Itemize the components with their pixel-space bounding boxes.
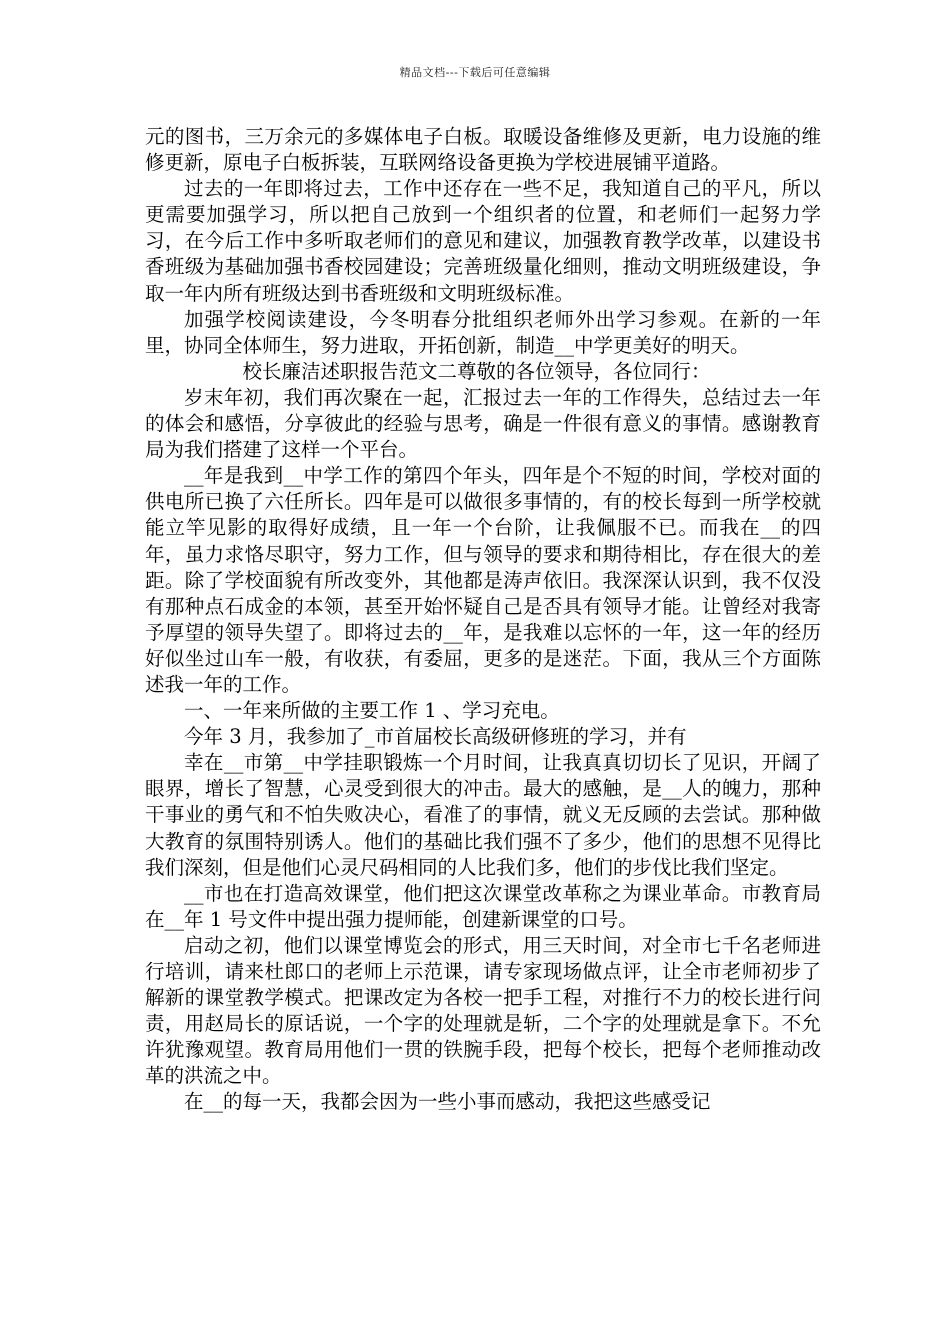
page-header: 精品文档---下载后可任意编辑 [399, 66, 551, 79]
paragraph: __年是我到__中学工作的第四个年头，四年是个不短的时间，学校对面的供电所已换了六任所长。四年是可以做很多事情的，有的校长每到一所学校就能立竿见影的取得好成绩，且一年一个台阶，让我佩服不已。而我在__的四年，虽力求恪尽职守，努力工作，但与领导的要求和期待相比，存在很大的差距。除了学校面貌有所改变外，其他都是涛声依旧。我深深认识到，我不仅没有那种点石成金的本领，甚至开始怀疑自己是否具有领导才能。让曾经对我寄予厚望的领导失望了。即将过去的__年，是我难以忘怀的一年，这一年的经历好似坐过山车一般，有收获，有委屈，更多的是迷茫。下面，我从三个方面陈述我一年的工作。 [145, 464, 821, 696]
paragraph: __市也在打造高效课堂，他们把这次课堂改革称之为课业革命。市教育局在__年 1 号文件中提出强力提师能，创建新课堂的口号。 [145, 881, 821, 931]
paragraph: 岁末年初，我们再次聚在一起，汇报过去一年的工作得失，总结过去一年的体会和感悟，分享彼此的经验与思考，确是一件很有意义的事情。感谢教育局为我们搭建了这样一个平台。 [145, 385, 821, 462]
document-body [145, 124, 821, 1116]
paragraph: 加强学校阅读建设，今冬明春分批组织老师外出学习参观。在新的一年里，协同全体师生，努力进取，开拓创新，制造__中学更美好的明天。 [145, 307, 821, 357]
section-title: 校长廉洁述职报告范文二尊敬的各位领导，各位同行： [242, 359, 711, 383]
paragraph: 启动之初，他们以课堂博览会的形式，用三天时间，对全市七千名老师进行培训，请来杜郎口的老师上示范课，请专家现场做点评，让全市老师初步了解新的课堂教学模式。把课改定为各校一把手工程，对推行不力的校长进行问责，用赵局长的原话说，一个字的处理就是斩，二个字的处理就是拿下。不允许犹豫观望。教育局用他们一贯的铁腕手段，把每个校长，把每个老师推动改革的洪流之中。 [145, 933, 821, 1088]
paragraph: 在__的每一天，我都会因为一些小事而感动，我把这些感受记 [184, 1090, 711, 1114]
paragraph: 今年 3 月，我参加了_市首届校长高级研修班的学习，并有 [184, 725, 687, 749]
paragraph: 幸在__市第__中学挂职锻炼一个月时间，让我真真切切长了见识，开阔了眼界，增长了智慧，心灵受到很大的冲击。最大的感触，是__人的魄力，那种干事业的勇气和不怕失败决心，看准了的事情，就义无反顾的去尝试。那种做大教育的氛围特别诱人。他们的基础比我们强不了多少，他们的思想不见得比我们深刻，但是他们心灵尺码相同的人比我们多，他们的步伐比我们坚定。 [145, 751, 821, 879]
paragraph: 过去的一年即将过去，工作中还存在一些不足，我知道自己的平凡，所以更需要加强学习，所以把自己放到一个组织者的位置，和老师们一起努力学习，在今后工作中多听取老师们的意见和建议，加强教育教学改革，以建设书香班级为基础加强书香校园建设；完善班级量化细则，推动文明班级建设，争取一年内所有班级达到书香班级和文明班级标准。 [145, 177, 821, 305]
section-heading: 一、一年来所做的主要工作 1 、学习充电。 [184, 699, 560, 723]
paragraph: 元的图书，三万余元的多媒体电子白板。取暖设备维修及更新，电力设施的维修更新，原电子白板拆装，互联网络设备更换为学校进展铺平道路。 [145, 125, 821, 175]
